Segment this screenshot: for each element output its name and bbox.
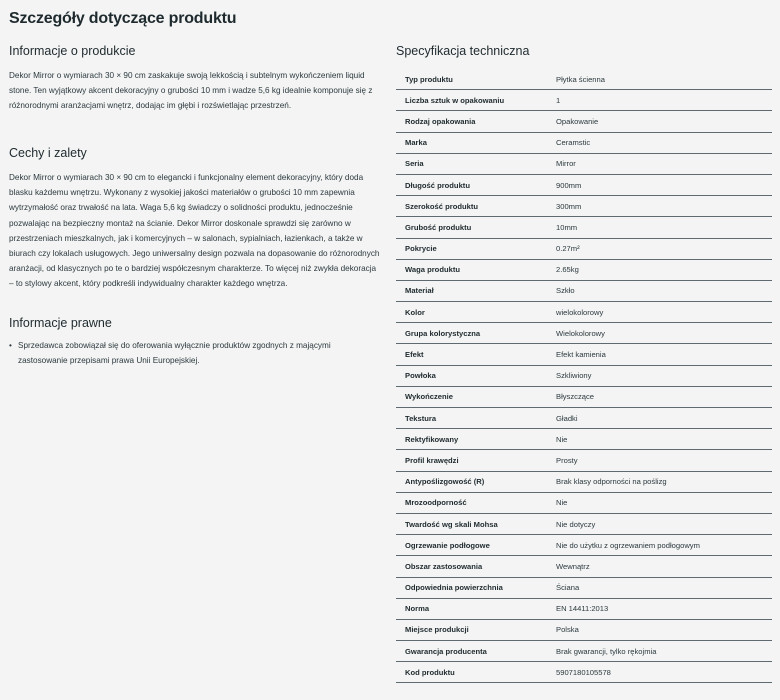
spec-key: Mrozoodporność bbox=[396, 492, 556, 513]
spec-value: 300mm bbox=[556, 196, 772, 217]
spec-row bbox=[396, 386, 772, 407]
product-info-section bbox=[9, 44, 379, 114]
spec-value: 5907180105578 bbox=[556, 662, 772, 683]
spec-value: Błyszczące bbox=[556, 386, 772, 407]
spec-row bbox=[396, 196, 772, 217]
spec-row bbox=[396, 132, 772, 153]
legal-item bbox=[9, 339, 381, 368]
spec-row bbox=[396, 217, 772, 238]
spec-key: Liczba sztuk w opakowaniu bbox=[396, 90, 556, 111]
spec-key: Seria bbox=[396, 153, 556, 174]
spec-value: EN 14411:2013 bbox=[556, 598, 772, 619]
spec-row bbox=[396, 69, 772, 90]
spec-row bbox=[396, 323, 772, 344]
spec-row bbox=[396, 513, 772, 534]
spec-value: Szkło bbox=[556, 280, 772, 301]
spec-row bbox=[396, 598, 772, 619]
spec-value: Brak klasy odporności na poślizg bbox=[556, 471, 772, 492]
spec-row bbox=[396, 111, 772, 132]
bullet-icon: • bbox=[9, 341, 12, 350]
product-info-heading: Informacje o produkcie bbox=[9, 44, 136, 58]
spec-value: Ceramstic bbox=[556, 132, 772, 153]
spec-row bbox=[396, 429, 772, 450]
spec-value: Opakowanie bbox=[556, 111, 772, 132]
spec-value: Mirror bbox=[556, 153, 772, 174]
spec-value: Brak gwarancji, tylko rękojmia bbox=[556, 641, 772, 662]
spec-row bbox=[396, 259, 772, 280]
spec-row bbox=[396, 619, 772, 640]
spec-row bbox=[396, 408, 772, 429]
spec-key: Antypoślizgowość (R) bbox=[396, 471, 556, 492]
spec-key: Materiał bbox=[396, 280, 556, 301]
spec-row bbox=[396, 280, 772, 301]
spec-value: Nie do użytku z ogrzewaniem podłogowym bbox=[556, 535, 772, 556]
spec-value: Szkliwiony bbox=[556, 365, 772, 386]
spec-row bbox=[396, 492, 772, 513]
spec-key: Profil krawędzi bbox=[396, 450, 556, 471]
spec-value: 1 bbox=[556, 90, 772, 111]
features-text: Dekor Mirror o wymiarach 30 × 90 cm to elegancki i funkcjonalny element dekoracyjny, który doda blasku każdemu wnętrzu. Wykonany z wysokiej jakości materiałów o grubości 10 mm zapewnia wytrzymałość oraz trwałość na lata. Waga 5,6 kg świadczy o solidności produktu, jednocześnie pozwalając na bezpieczny montaż na ścianie. Dekor Mirror doskonale sprawdzi się zarówno w przestrzeniach mieszkalnych, jak i komercyjnych – w salonach, sypialniach, łazienkach, a także w biurach czy lokalach usługowych. Jego uniwersalny design pozwala na dopasowanie do różnorodnych aranżacji, od klasycznych po te o bardziej współczesnym charakterze. To więcej niż zwykła dekoracja – to stylowy akcent, który podkreśli indywidualny charakter każdego wnętrza. bbox=[9, 173, 380, 289]
spec-value: 900mm bbox=[556, 174, 772, 195]
spec-value: Prosty bbox=[556, 450, 772, 471]
spec-key: Długość produktu bbox=[396, 174, 556, 195]
spec-key: Tekstura bbox=[396, 408, 556, 429]
spec-key: Gwarancja producenta bbox=[396, 641, 556, 662]
spec-key: Grubość produktu bbox=[396, 217, 556, 238]
spec-value: 2.65kg bbox=[556, 259, 772, 280]
spec-key: Norma bbox=[396, 598, 556, 619]
spec-key: Waga produktu bbox=[396, 259, 556, 280]
specs-section bbox=[396, 44, 772, 683]
spec-row bbox=[396, 641, 772, 662]
product-info-text: Dekor Mirror o wymiarach 30 × 90 cm zaskakuje swoją lekkością i subtelnym wykończeniem liquid stone. Ten wyjątkowy akcent dekoracyjny o grubości 10 mm i wadze 5,6 kg idealnie komponuje się z różnorodnymi aranżacjami wnętrz, dodając im głębi i rozświetlając przestrzeń. bbox=[9, 71, 373, 111]
page-title: Szczegóły dotyczące produktu bbox=[9, 10, 237, 27]
spec-key: Obszar zastosowania bbox=[396, 556, 556, 577]
spec-row bbox=[396, 535, 772, 556]
spec-row bbox=[396, 238, 772, 259]
spec-value: Nie bbox=[556, 429, 772, 450]
spec-value: Efekt kamienia bbox=[556, 344, 772, 365]
spec-row bbox=[396, 174, 772, 195]
spec-value: 0.27m² bbox=[556, 238, 772, 259]
spec-row bbox=[396, 662, 772, 683]
spec-key: Miejsce produkcji bbox=[396, 619, 556, 640]
spec-key: Szerokość produktu bbox=[396, 196, 556, 217]
spec-value: Nie dotyczy bbox=[556, 513, 772, 534]
spec-value: Gładki bbox=[556, 408, 772, 429]
spec-key: Typ produktu bbox=[396, 69, 556, 90]
spec-value: Nie bbox=[556, 492, 772, 513]
spec-value: 10mm bbox=[556, 217, 772, 238]
spec-key: Kod produktu bbox=[396, 662, 556, 683]
spec-row bbox=[396, 471, 772, 492]
specs-heading: Specyfikacja techniczna bbox=[396, 44, 530, 58]
spec-key: Powłoka bbox=[396, 365, 556, 386]
legal-heading: Informacje prawne bbox=[9, 316, 112, 330]
spec-value: Wewnątrz bbox=[556, 556, 772, 577]
spec-key: Pokrycie bbox=[396, 238, 556, 259]
spec-key: Rektyfikowany bbox=[396, 429, 556, 450]
spec-row bbox=[396, 302, 772, 323]
spec-value: Wielokolorowy bbox=[556, 323, 772, 344]
spec-row bbox=[396, 90, 772, 111]
spec-row bbox=[396, 153, 772, 174]
spec-key: Rodzaj opakowania bbox=[396, 111, 556, 132]
spec-value: Ściana bbox=[556, 577, 772, 598]
spec-row bbox=[396, 344, 772, 365]
legal-list bbox=[9, 339, 381, 368]
spec-key: Kolor bbox=[396, 302, 556, 323]
spec-row bbox=[396, 365, 772, 386]
spec-row bbox=[396, 556, 772, 577]
spec-key: Twardość wg skali Mohsa bbox=[396, 513, 556, 534]
spec-value: Polska bbox=[556, 619, 772, 640]
spec-value: wielokolorowy bbox=[556, 302, 772, 323]
spec-row bbox=[396, 577, 772, 598]
legal-item-text: Sprzedawca zobowiązał się do oferowania wyłącznie produktów zgodnych z mającymi zastosowanie przepisami prawa Unii Europejskiej. bbox=[18, 341, 331, 365]
spec-key: Wykończenie bbox=[396, 386, 556, 407]
spec-key: Ogrzewanie podłogowe bbox=[396, 535, 556, 556]
spec-row bbox=[396, 450, 772, 471]
features-heading: Cechy i zalety bbox=[9, 146, 87, 160]
spec-key: Odpowiednia powierzchnia bbox=[396, 577, 556, 598]
features-section bbox=[9, 146, 381, 292]
spec-value: Płytka ścienna bbox=[556, 69, 772, 90]
specs-table bbox=[396, 69, 772, 683]
spec-key: Marka bbox=[396, 132, 556, 153]
spec-key: Efekt bbox=[396, 344, 556, 365]
spec-key: Grupa kolorystyczna bbox=[396, 323, 556, 344]
legal-section bbox=[9, 316, 381, 368]
